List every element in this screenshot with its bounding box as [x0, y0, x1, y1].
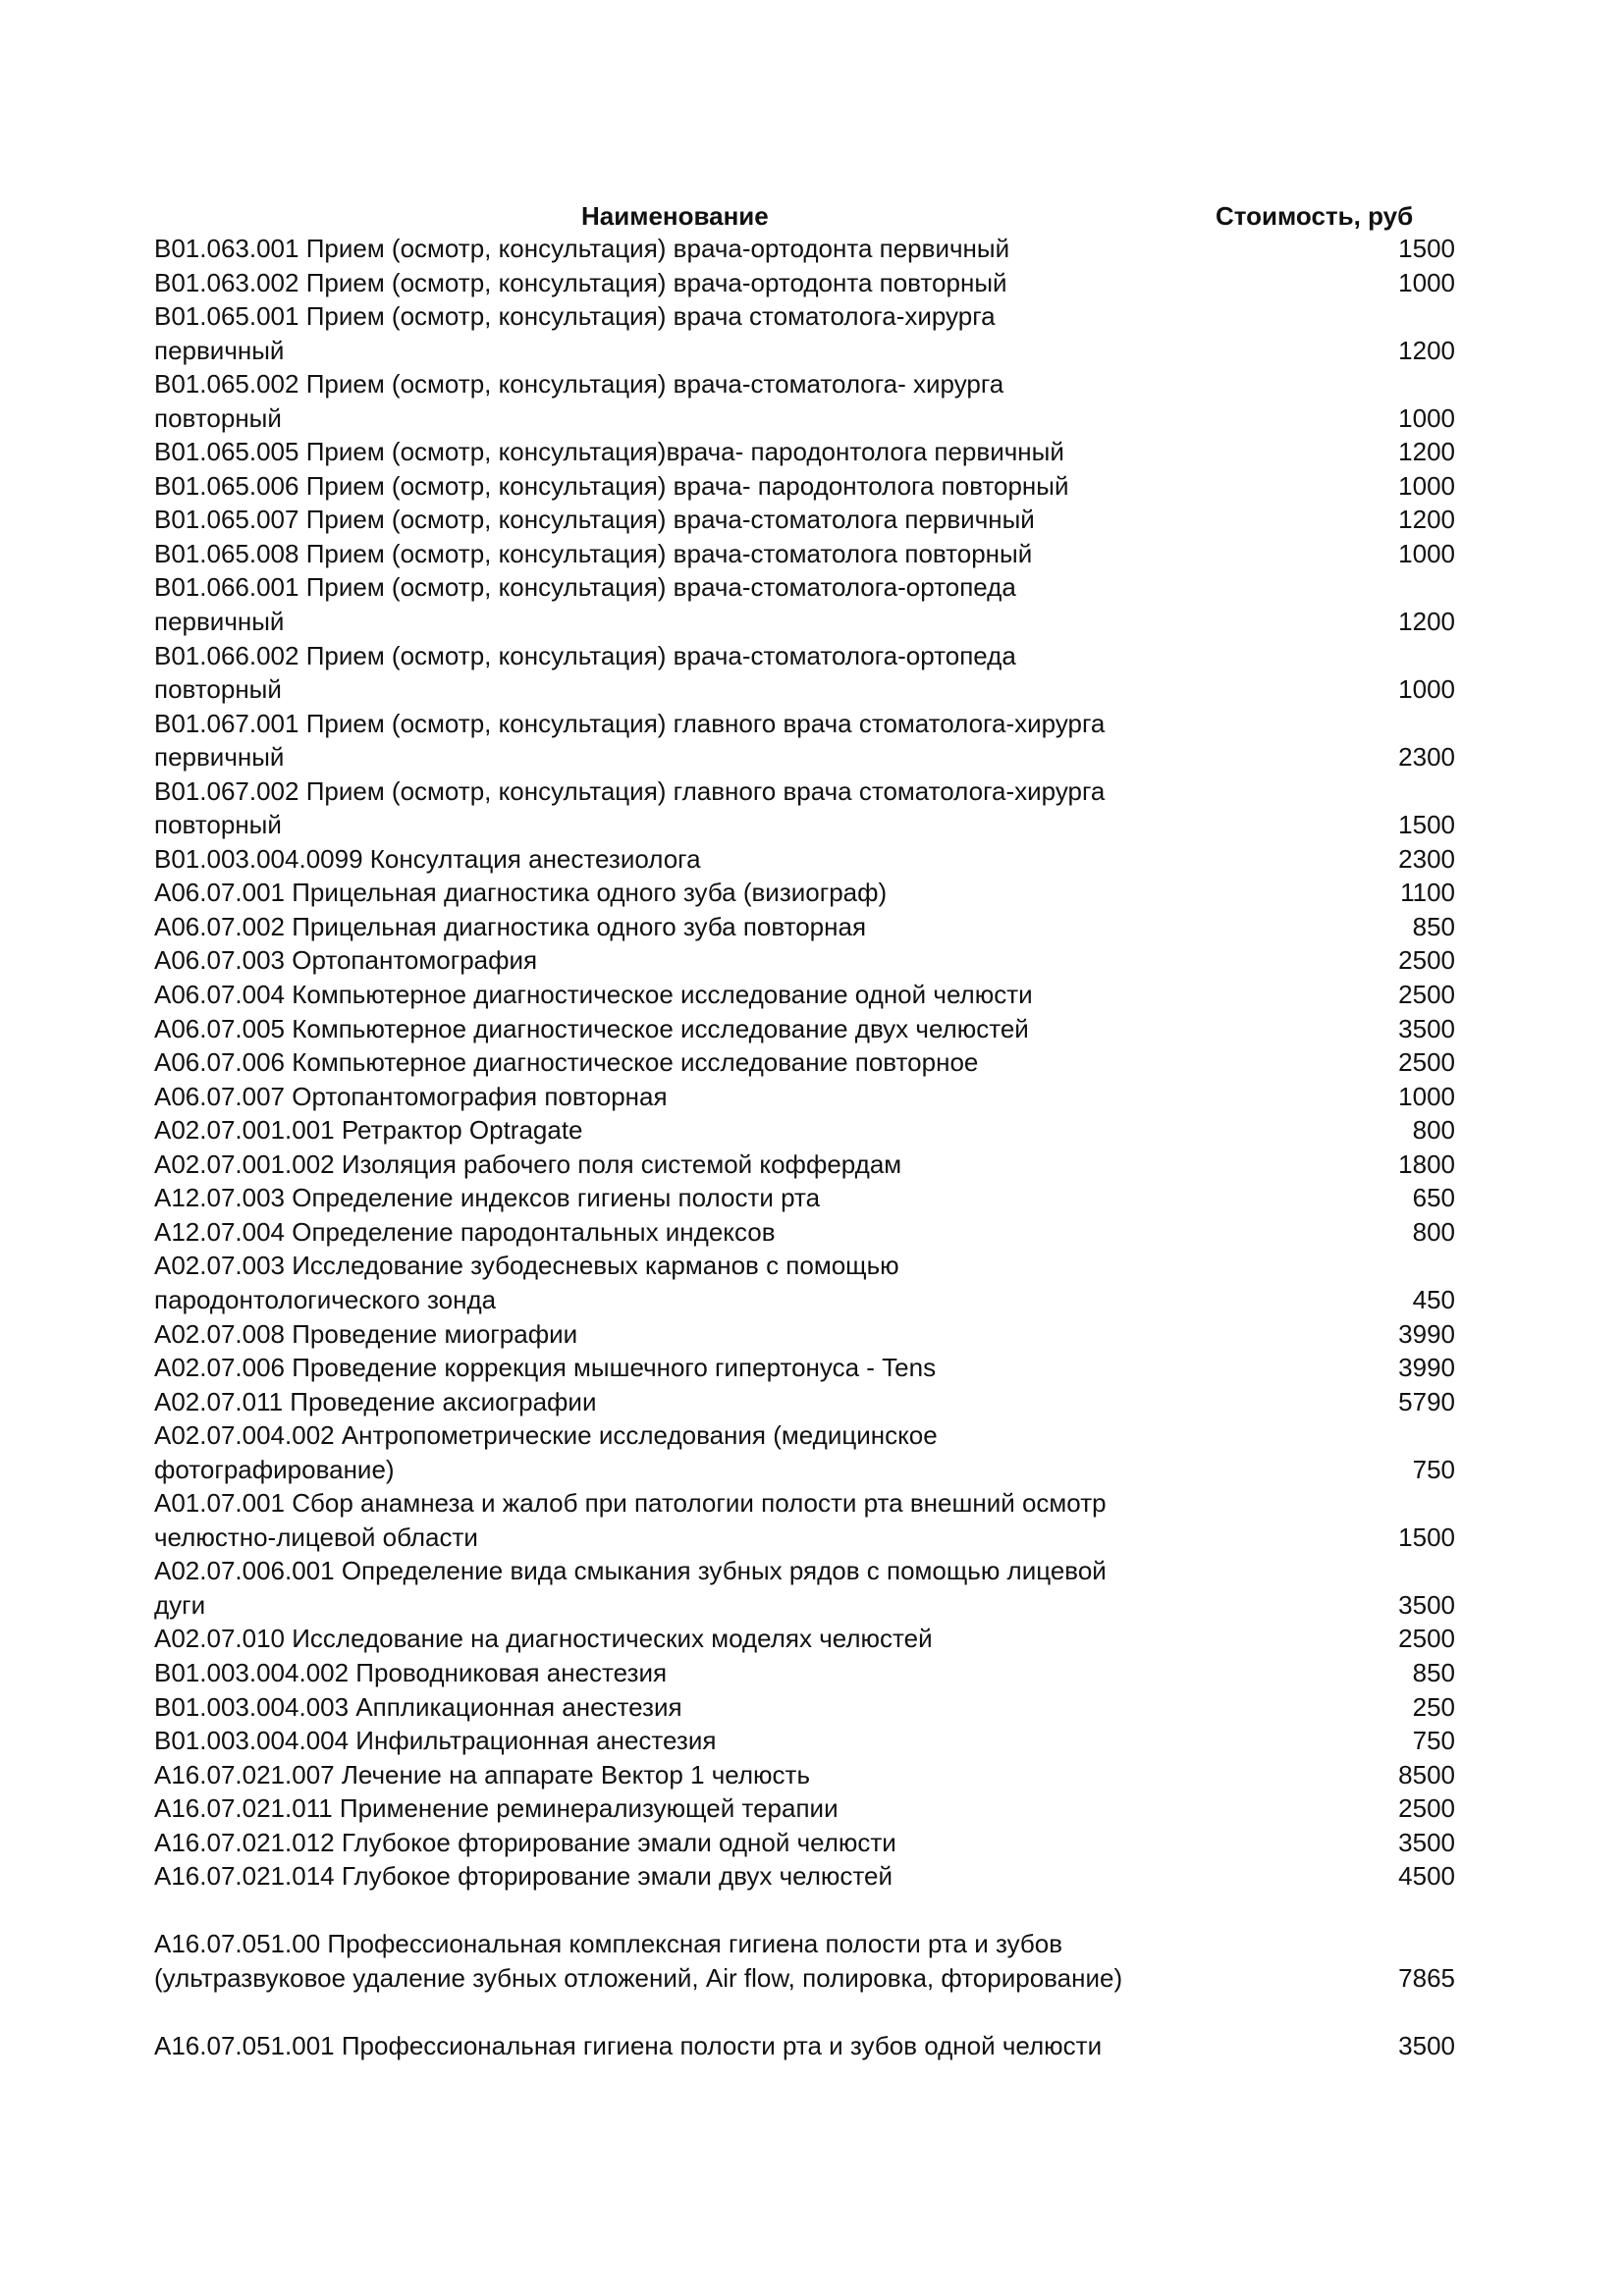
price-line	[154, 1927, 1455, 1961]
service-name: фотографирование)	[154, 1454, 395, 1484]
price-line	[154, 876, 1455, 910]
service-name: A02.07.003 Исследование зубодесневых карманов с помощью	[154, 1251, 899, 1281]
service-price: 1200	[1398, 607, 1455, 637]
service-name: A06.07.007 Ортопантомография повторная	[154, 1081, 668, 1111]
service-name: повторный	[154, 402, 282, 433]
price-line	[154, 1453, 1455, 1487]
service-price: 800	[1412, 1115, 1455, 1146]
price-line	[154, 367, 1455, 401]
price-line	[154, 1521, 1455, 1555]
service-price: 1100	[1400, 878, 1455, 908]
service-price: 650	[1412, 1183, 1455, 1213]
service-price: 2500	[1398, 1624, 1455, 1654]
service-price: 2500	[1398, 980, 1455, 1010]
service-name: A06.07.006 Компьютерное диагностическое исследование повторное	[154, 1047, 979, 1078]
price-line	[154, 774, 1455, 809]
price-line	[154, 1045, 1455, 1080]
price-line	[154, 1622, 1455, 1656]
service-name: A06.07.003 Ортопантомография	[154, 945, 538, 976]
service-price: 2500	[1398, 1047, 1455, 1078]
price-line	[154, 1588, 1455, 1623]
service-price: 7865	[1398, 1962, 1455, 1993]
service-name: B01.003.004.002 Проводниковая анестезия	[154, 1657, 668, 1687]
service-price: 3500	[1398, 1827, 1455, 1857]
service-price: 1500	[1398, 1522, 1455, 1552]
service-name: A16.07.051.001 Профессиональная гигиена полости рта и зубов одной челюсти	[154, 2030, 1103, 2060]
price-line	[154, 1148, 1455, 1182]
price-line	[154, 943, 1455, 978]
service-price: 1000	[1398, 674, 1455, 705]
price-line	[154, 1554, 1455, 1588]
price-line	[154, 1859, 1455, 1894]
service-price: 3990	[1398, 1318, 1455, 1349]
service-price: 250	[1412, 1691, 1455, 1722]
service-name: A02.07.008 Проведение миографии	[154, 1318, 578, 1349]
service-name: пародонтологического зонда	[154, 1284, 497, 1314]
price-line	[154, 1113, 1455, 1148]
price-line	[154, 2029, 1455, 2063]
service-price: 750	[1412, 1726, 1455, 1756]
price-line	[154, 1894, 1455, 1928]
service-name: дуги	[154, 1589, 206, 1620]
price-line	[154, 1385, 1455, 1419]
service-price: 5790	[1398, 1386, 1455, 1416]
price-line	[154, 1791, 1455, 1826]
price-line	[154, 1826, 1455, 1860]
price-line	[154, 1961, 1455, 1996]
price-line	[154, 1724, 1455, 1758]
column-header-name: Наименование	[581, 201, 769, 231]
price-line	[154, 1249, 1455, 1283]
price-line	[154, 232, 1455, 266]
service-name: B01.066.002 Прием (осмотр, консультация) врача-стоматолога-ортопеда	[154, 640, 1016, 670]
service-name: A16.07.021.014 Глубокое фторирование эмали двух челюстей	[154, 1861, 893, 1892]
service-name: B01.065.007 Прием (осмотр, консультация) врача-стоматолога первичный	[154, 505, 1035, 535]
price-line	[154, 1080, 1455, 1114]
price-line	[154, 1995, 1455, 2029]
service-name: B01.003.004.003 Аппликационная анестезия	[154, 1691, 682, 1722]
price-line	[154, 672, 1455, 707]
price-line	[154, 266, 1455, 300]
service-price: 3990	[1398, 1353, 1455, 1383]
price-line	[154, 435, 1455, 469]
price-line	[154, 639, 1455, 673]
service-name: B01.003.004.0099 Консултация анестезиолога	[154, 843, 701, 874]
price-line	[154, 1317, 1455, 1352]
service-name: A01.07.001 Сбор анамнеза и жалоб при патологии полости рта внешний осмотр	[154, 1488, 1107, 1519]
price-line	[154, 1758, 1455, 1792]
service-price: 450	[1412, 1284, 1455, 1314]
service-name: B01.003.004.004 Инфильтрационная анестезия	[154, 1726, 717, 1756]
service-name: A06.07.005 Компьютерное диагностическое исследование двух челюстей	[154, 1013, 1029, 1043]
service-price: 1200	[1398, 335, 1455, 365]
service-name: A02.07.001.002 Изоляция рабочего поля системой коффердам	[154, 1148, 902, 1179]
price-line	[154, 605, 1455, 639]
service-name: A02.07.001.001 Ретрактор Optragate	[154, 1115, 583, 1146]
service-name: B01.066.001 Прием (осмотр, консультация) врача-стоматолога-ортопеда	[154, 572, 1016, 603]
service-name: первичный	[154, 607, 285, 637]
service-price: 850	[1412, 911, 1455, 941]
service-name: повторный	[154, 674, 282, 705]
service-name: A16.07.051.00 Профессиональная комплексная гигиена полости рта и зубов	[154, 1929, 1063, 1959]
price-line	[154, 910, 1455, 944]
service-price: 1000	[1398, 538, 1455, 568]
service-price: 3500	[1398, 1589, 1455, 1620]
service-price: 1200	[1398, 505, 1455, 535]
service-name: B01.065.006 Прием (осмотр, консультация) врача- пародонтолога повторный	[154, 470, 1069, 501]
service-price: 1500	[1398, 810, 1455, 840]
service-name: B01.063.002 Прием (осмотр, консультация) врача-ортодонта повторный	[154, 267, 1007, 297]
price-list	[154, 232, 1455, 2063]
service-name: первичный	[154, 335, 285, 365]
service-price: 1000	[1398, 402, 1455, 433]
service-name: A06.07.004 Компьютерное диагностическое исследование одной челюсти	[154, 980, 1033, 1010]
service-price: 1800	[1398, 1148, 1455, 1179]
service-name: B01.065.002 Прием (осмотр, консультация) врача-стоматолога- хирурга	[154, 369, 1004, 400]
service-price: 2300	[1398, 843, 1455, 874]
service-name: A02.07.004.002 Антропометрические исследования (медицинское	[154, 1420, 938, 1451]
price-line	[154, 334, 1455, 368]
service-name: A06.07.002 Прицельная диагностика одного зуба повторная	[154, 911, 867, 941]
service-name: B01.065.008 Прием (осмотр, консультация) врача-стоматолога повторный	[154, 538, 1033, 568]
price-line	[154, 469, 1455, 504]
price-line	[154, 808, 1455, 842]
service-price: 800	[1412, 1216, 1455, 1247]
service-name: повторный	[154, 810, 282, 840]
price-line	[154, 503, 1455, 537]
service-name: A16.07.021.011 Применение реминерализующей терапии	[154, 1793, 839, 1824]
price-line	[154, 842, 1455, 877]
price-line	[154, 1283, 1455, 1317]
price-line	[154, 1418, 1455, 1453]
service-name: (ультразвуковое удаление зубных отложений, Air flow, полировка, фторирование)	[154, 1962, 1123, 1993]
service-price: 3500	[1398, 2030, 1455, 2060]
service-name: A02.07.011 Проведение аксиографии	[154, 1386, 597, 1416]
service-price: 8500	[1398, 1759, 1455, 1789]
price-line	[154, 1656, 1455, 1690]
service-price: 1000	[1398, 267, 1455, 297]
service-price: 1000	[1398, 470, 1455, 501]
service-name: B01.065.001 Прием (осмотр, консультация) врача стоматолога-хирурга	[154, 301, 996, 332]
price-line	[154, 401, 1455, 436]
price-line	[154, 978, 1455, 1012]
service-price: 1000	[1398, 1081, 1455, 1111]
service-name: B01.065.005 Прием (осмотр, консультация)врача- пародонтолога первичный	[154, 437, 1064, 467]
service-price: 2300	[1398, 742, 1455, 773]
service-name: A02.07.006 Проведение коррекция мышечного гипертонуса - Tens	[154, 1353, 937, 1383]
price-line	[154, 1486, 1455, 1521]
price-line	[154, 570, 1455, 605]
service-name: A06.07.001 Прицельная диагностика одного зуба (визиограф)	[154, 878, 888, 908]
service-price: 1500	[1398, 234, 1455, 263]
service-name: B01.067.002 Прием (осмотр, консультация) главного врача стоматолога-хирурга	[154, 775, 1106, 806]
service-price: 4500	[1398, 1861, 1455, 1892]
price-line	[154, 1351, 1455, 1385]
price-line	[154, 299, 1455, 334]
service-name: A12.07.004 Определение пародонтальных индексов	[154, 1216, 776, 1247]
service-name: B01.067.001 Прием (осмотр, консультация) главного врача стоматолога-хирурга	[154, 708, 1106, 738]
price-line	[154, 1215, 1455, 1250]
column-header-cost: Стоимость, руб	[1216, 201, 1414, 231]
service-name: челюстно-лицевой области	[154, 1522, 478, 1552]
service-name: A02.07.010 Исследование на диагностических моделях челюстей	[154, 1624, 933, 1654]
price-line	[154, 1690, 1455, 1725]
service-name: A12.07.003 Определение индексов гигиены полости рта	[154, 1183, 821, 1213]
price-line	[154, 537, 1455, 571]
service-price: 1200	[1398, 437, 1455, 467]
price-line	[154, 740, 1455, 774]
service-price: 850	[1412, 1657, 1455, 1687]
service-name: A16.07.021.012 Глубокое фторирование эмали одной челюсти	[154, 1827, 896, 1857]
service-name: A02.07.006.001 Определение вида смыкания зубных рядов с помощью лицевой	[154, 1556, 1107, 1586]
service-name: A16.07.021.007 Лечение на аппарате Вектор 1 челюсть	[154, 1759, 811, 1789]
service-name: B01.063.001 Прием (осмотр, консультация) врача-ортодонта первичный	[154, 234, 1010, 263]
service-price: 750	[1412, 1454, 1455, 1484]
service-price: 3500	[1398, 1013, 1455, 1043]
service-price: 2500	[1398, 945, 1455, 976]
price-line	[154, 1012, 1455, 1046]
service-name: первичный	[154, 742, 285, 773]
service-price: 2500	[1398, 1793, 1455, 1824]
price-line	[154, 707, 1455, 741]
price-line	[154, 1181, 1455, 1215]
